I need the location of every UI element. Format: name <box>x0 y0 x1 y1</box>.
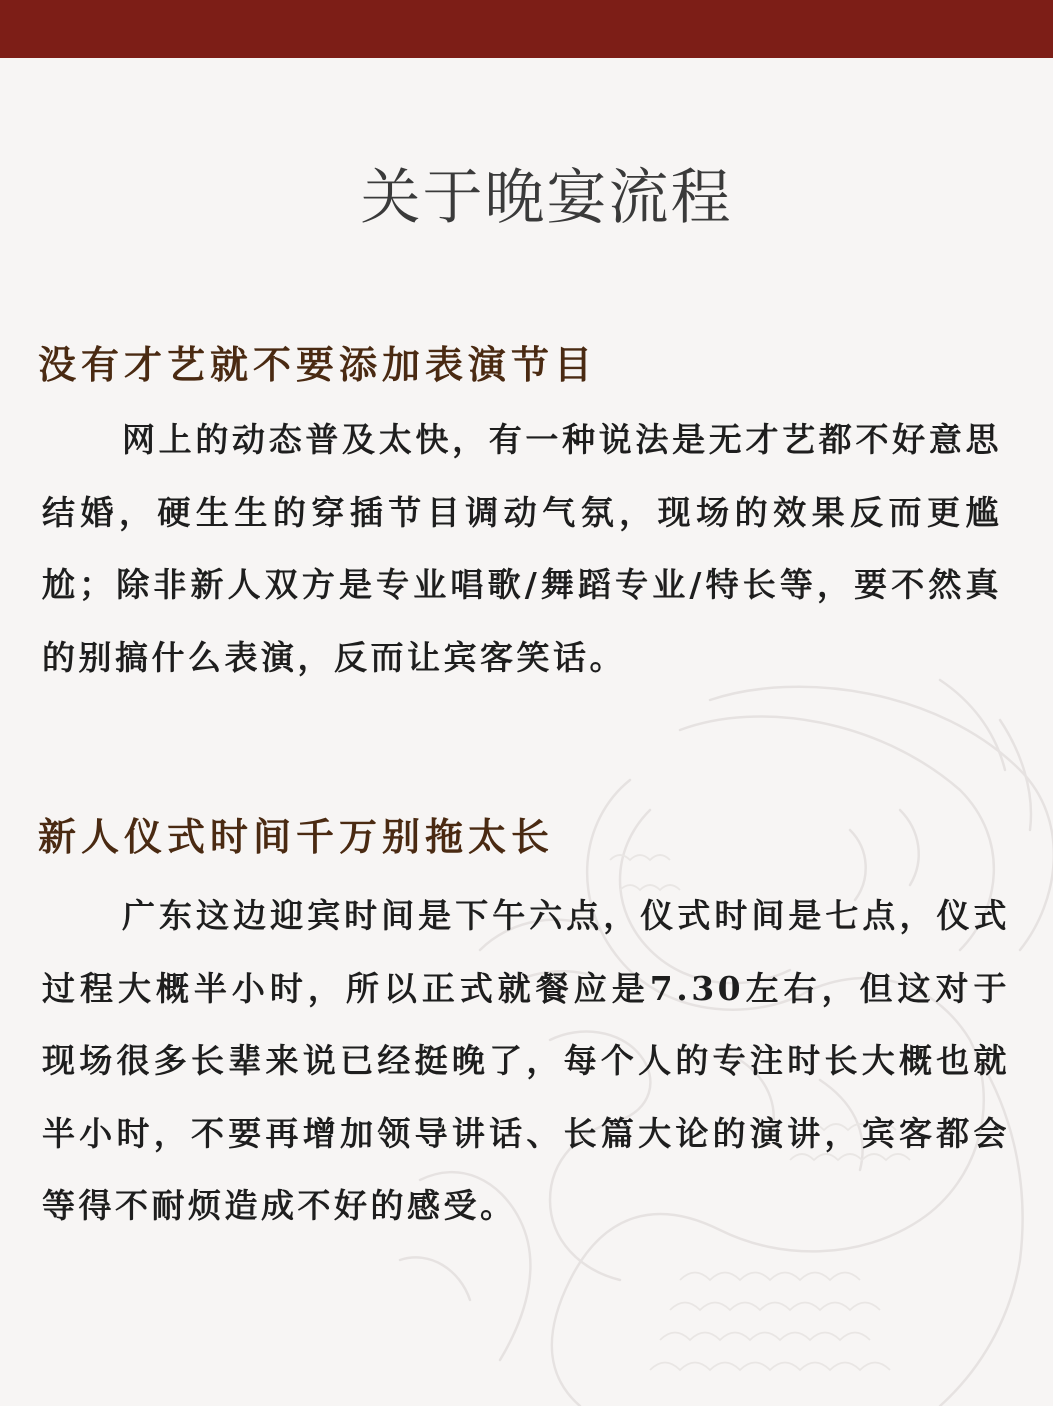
section-heading-performance: 没有才艺就不要添加表演节目 <box>38 342 598 387</box>
page-title: 关于晚宴流程 <box>360 163 733 233</box>
top-color-band <box>0 0 1053 58</box>
section-body-performance: 网上的动态普及太快，有一种说法是无才艺都不好意思结婚，硬生生的穿插节目调动气氛，现场的效果反而更尴尬；除非新人双方是专业唱歌/舞蹈专业/特长等，要不然真的别搞什么表演，反而让宾客笑话。 <box>42 420 1002 677</box>
section-body-ceremony-time: 广东这边迎宾时间是下午六点，仪式时间是七点，仪式过程大概半小时，所以正式就餐应是7.30左右，但这对于现场很多长辈来说已经挺晚了，每个人的专注时长大概也就半小时，不要再增加领导讲话、长篇大论的演讲，宾客都会等得不耐烦造成不好的感受。 <box>42 896 1010 1225</box>
section-heading-ceremony-time: 新人仪式时间千万别拖太长 <box>38 814 555 859</box>
